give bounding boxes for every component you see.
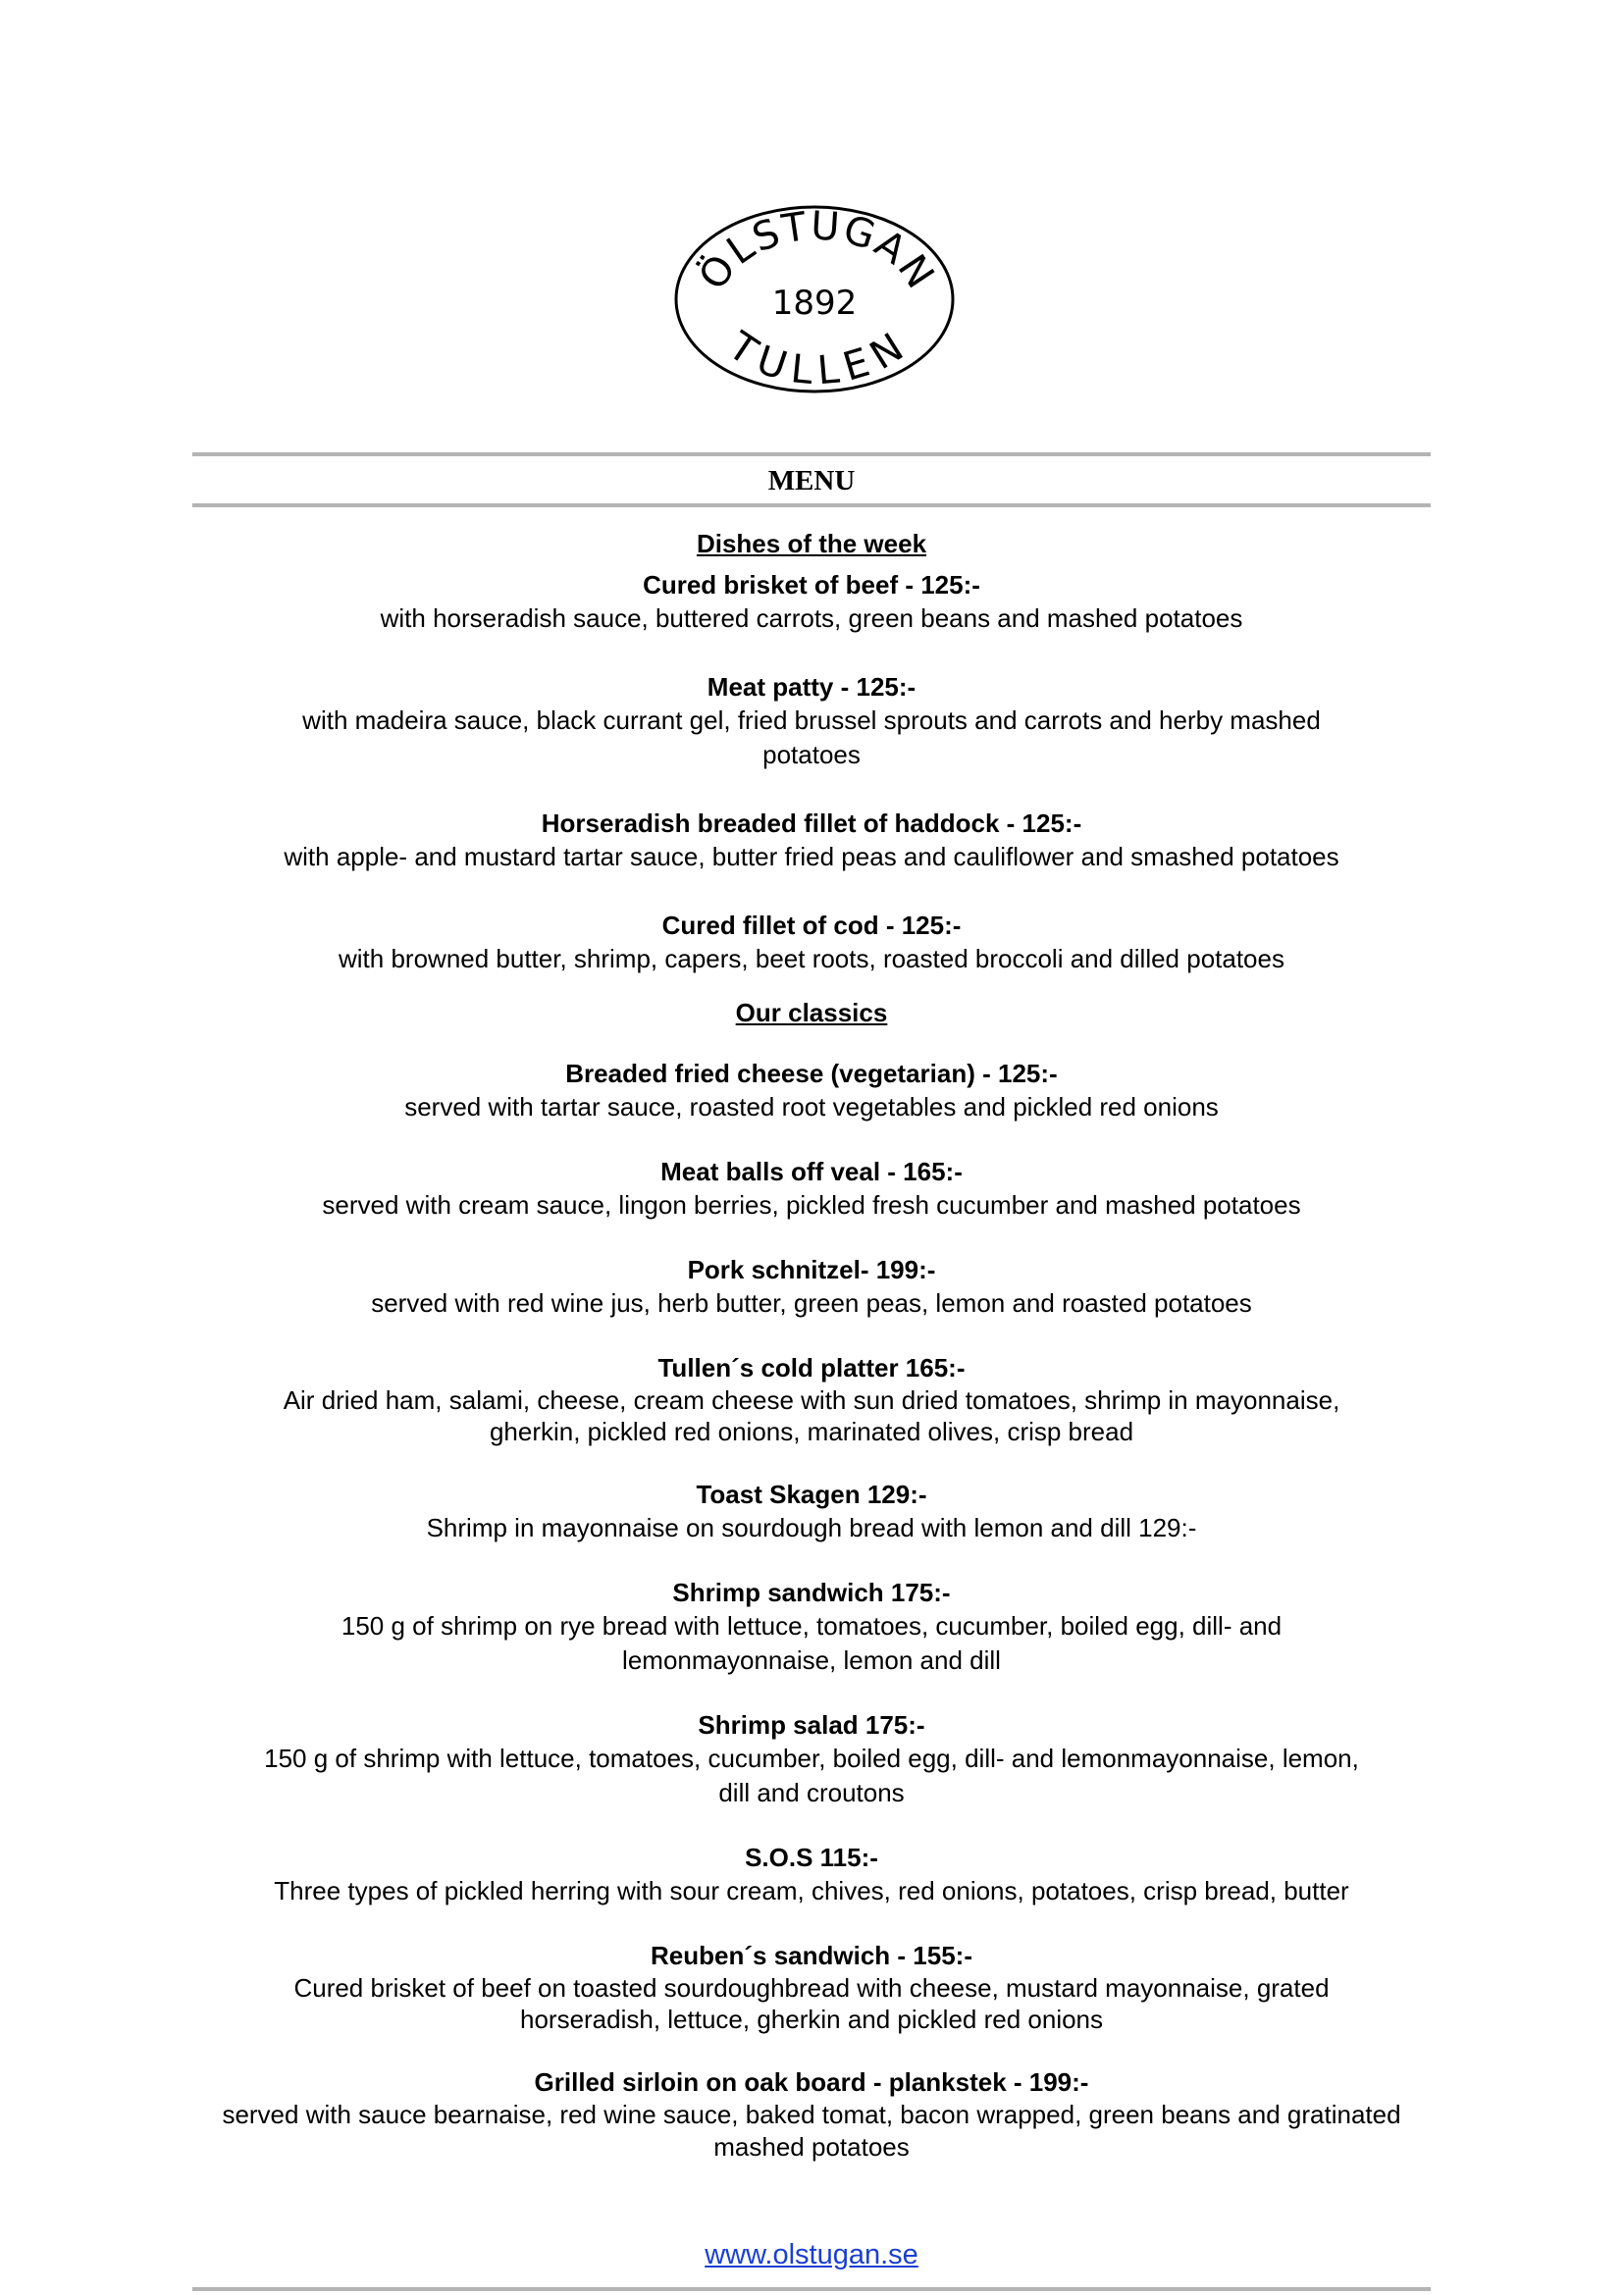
website-footer (192, 2237, 1431, 2272)
logo-name: ÖLSTUGAN (690, 203, 944, 298)
item-name: Reuben´s sandwich - 155:- (651, 1941, 972, 1970)
item-description: with apple- and mustard tartar sauce, butter fried peas and cauliflower and smashed potatoes (284, 842, 1339, 871)
item-name: Cured brisket of beef - 125:- (643, 570, 980, 600)
menu-item (192, 807, 1431, 874)
section-title-our-classics: Our classics (735, 998, 888, 1027)
item-name: Grilled sirloin on oak board - plankstek - 199:- (534, 2067, 1089, 2097)
divider-top (192, 452, 1431, 456)
item-name: Meat balls off veal - 165:- (660, 1157, 963, 1186)
item-description: served with tartar sauce, roasted root vegetables and pickled red onions (404, 1092, 1219, 1121)
menu-item (192, 1478, 1431, 1545)
olstugan-tullen-logo (667, 201, 962, 397)
item-description: Air dried ham, salami, cheese, cream cheese with sun dried tomatoes, shrimp in mayonnaise, gherkin, pickled red onions, marinated olives, crisp bread (283, 1385, 1340, 1446)
item-description: 150 g of shrimp with lettuce, tomatoes, cucumber, boiled egg, dill- and lemonmayonnaise, lemon, dill and croutons (264, 1744, 1359, 1807)
section-title-dishes-of-the-week: Dishes of the week (696, 529, 927, 558)
item-description: served with sauce bearnaise, red wine sauce, baked tomat, bacon wrapped, green beans and gratinated mashed potatoes (222, 2100, 1401, 2162)
menu-item (192, 670, 1431, 772)
item-name: Cured fillet of cod - 125:- (661, 911, 962, 940)
menu-item (192, 1351, 1431, 1447)
menu-item (192, 1708, 1431, 1810)
item-name: Shrimp salad 175:- (698, 1710, 925, 1740)
menu-content (192, 527, 1431, 2164)
divider-under-title (192, 503, 1431, 507)
svg-text:TULLEN (719, 323, 913, 393)
item-description: Cured brisket of beef on toasted sourdoughbread with cheese, mustard mayonnaise, grated horseradish, lettuce, gherkin and pickled red onions (293, 1973, 1330, 2034)
item-description: with browned butter, shrimp, capers, beet roots, roasted broccoli and dilled potatoes (339, 944, 1284, 973)
divider-bottom (192, 2287, 1431, 2291)
item-name: Tullen´s cold platter 165:- (657, 1353, 966, 1382)
item-name: Shrimp sandwich 175:- (672, 1578, 951, 1607)
item-name: Meat patty - 125:- (707, 672, 917, 702)
menu-item (192, 909, 1431, 976)
menu-item (192, 568, 1431, 636)
logo-year: 1892 (771, 284, 858, 323)
item-description: with horseradish sauce, buttered carrots, green beans and mashed potatoes (380, 603, 1243, 633)
menu-title: MENU (767, 465, 856, 496)
item-name: Horseradish breaded fillet of haddock - 125:- (541, 808, 1082, 838)
menu-item (192, 1841, 1431, 1908)
menu-item (192, 1253, 1431, 1321)
item-description: Shrimp in mayonnaise on sourdough bread with lemon and dill 129:- (426, 1513, 1197, 1542)
website-link[interactable]: www.olstugan.se (705, 2239, 918, 2270)
item-description: 150 g of shrimp on rye bread with lettuce, tomatoes, cucumber, boiled egg, dill- and lemonmayonnaise, lemon and dill (341, 1611, 1283, 1675)
menu-item (192, 1155, 1431, 1223)
logo-place: TULLEN (719, 323, 914, 394)
menu-item (192, 1939, 1431, 2035)
item-description: Three types of pickled herring with sour cream, chives, red onions, potatoes, crisp bread, butter (274, 1876, 1349, 1905)
item-description: with madeira sauce, black currant gel, fried brussel sprouts and carrots and herby mashed potatoes (302, 705, 1321, 769)
menu-item (192, 2065, 1431, 2164)
item-name: Breaded fried cheese (vegetarian) - 125:- (565, 1059, 1058, 1088)
item-name: Toast Skagen 129:- (696, 1480, 927, 1509)
item-name: Pork schnitzel- 199:- (687, 1255, 936, 1284)
item-description: served with cream sauce, lingon berries, pickled fresh cucumber and mashed potatoes (322, 1190, 1301, 1220)
menu-item (192, 1576, 1431, 1678)
item-description: served with red wine jus, herb butter, green peas, lemon and roasted potatoes (371, 1288, 1252, 1318)
item-name: S.O.S 115:- (745, 1843, 878, 1872)
menu-item (192, 1057, 1431, 1124)
